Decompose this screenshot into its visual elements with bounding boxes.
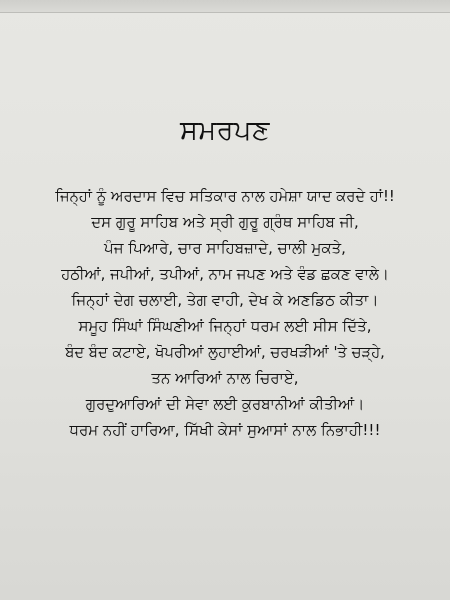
dedication-line-2: ਦਸ ਗੁਰੂ ਸਾਹਿਬ ਅਤੇ ਸ੍ਰੀ ਗੁਰੂ ਗ੍ਰੰਥ ਸਾਹਿਬ ਜੀ, — [91, 213, 359, 231]
dedication-text — [8, 183, 442, 443]
dedication-line-4: ਹਠੀਆਂ, ਜਪੀਆਂ, ਤਪੀਆਂ, ਨਾਮ ਜਪਣ ਅਤੇ ਵੰਡ ਛਕਣ ਵਾਲੇ। — [61, 265, 389, 283]
page-title: ਸਮਰਪਣ — [180, 115, 270, 146]
dedication-line-6: ਸਮੂਹ ਸਿੰਘਾਂ ਸਿੰਘਣੀਆਂ ਜਿਨ੍ਹਾਂ ਧਰਮ ਲਈ ਸੀਸ ਦਿੱਤੇ, — [78, 317, 372, 335]
dedication-line-10: ਧਰਮ ਨਹੀਂ ਹਾਰਿਆ, ਸਿੱਖੀ ਕੇਸਾਂ ਸੁਆਸਾਂ ਨਾਲ ਨਿਭਾਹੀ!!! — [69, 421, 381, 439]
dedication-line-1: ਜਿਨ੍ਹਾਂ ਨੂੰ ਅਰਦਾਸ ਵਿਚ ਸਤਿਕਾਰ ਨਾਲ ਹਮੇਸ਼ਾ ਯਾਦ ਕਰਦੇ ਹਾਂ!! — [55, 187, 395, 205]
dedication-line-9: ਗੁਰਦੁਆਰਿਆਂ ਦੀ ਸੇਵਾ ਲਈ ਕੁਰਬਾਨੀਆਂ ਕੀਤੀਆਂ। — [85, 395, 365, 413]
dedication-line-8: ਤਨ ਆਰਿਆਂ ਨਾਲ ਚਿਰਾਏ, — [151, 369, 299, 387]
dedication-line-3: ਪੰਜ ਪਿਆਰੇ, ਚਾਰ ਸਾਹਿਬਜ਼ਾਦੇ, ਚਾਲੀ ਮੁਕਤੇ, — [104, 239, 346, 257]
dedication-line-5: ਜਿਨ੍ਹਾਂ ਦੇਗ ਚਲਾਈ, ਤੇਗ ਵਾਹੀ, ਦੇਖ ਕੇ ਅਣਡਿਠ ਕੀਤਾ। — [71, 291, 379, 309]
top-page-edge — [0, 0, 450, 13]
dedication-line-7: ਬੰਦ ਬੰਦ ਕਟਾਏ, ਖੋਪਰੀਆਂ ਲੁਹਾਈਆਂ, ਚਰਖੜੀਆਂ 'ਤੇ ਚੜ੍ਹੇ, — [65, 343, 385, 361]
